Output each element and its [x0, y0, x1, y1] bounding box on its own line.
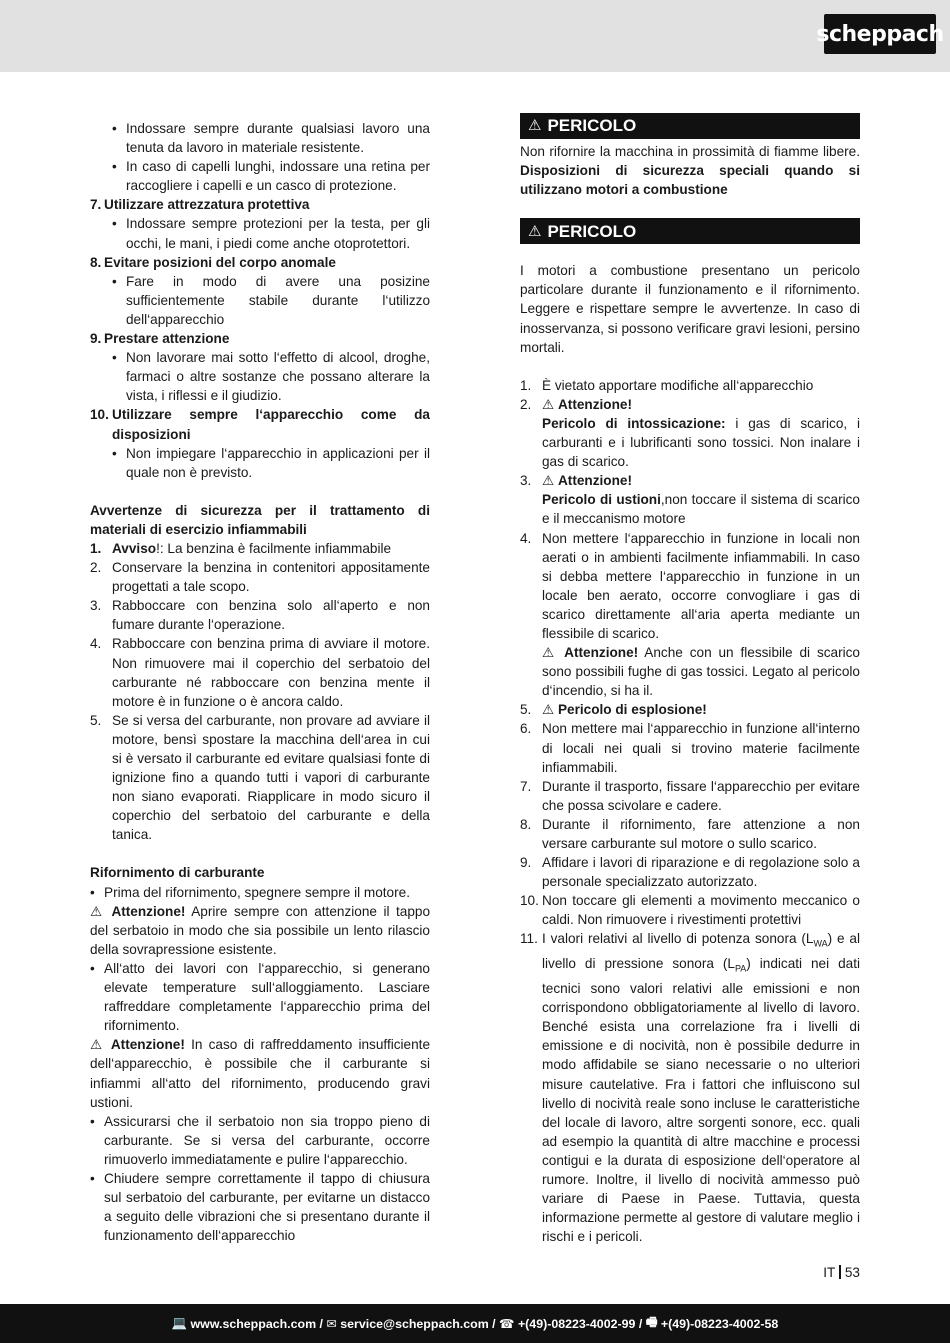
- section-heading-10: 10. Utilizzare sempre l‘apparecchio come da disposizioni: [90, 407, 430, 442]
- warning-icon: ⚠: [528, 117, 542, 135]
- refuel-section-heading: Rifornimento di carburante: [90, 865, 265, 881]
- fuel-section-heading: Avvertenze di sicurezza per il trattamento di materiali di esercizio infiammabili: [90, 502, 430, 537]
- page-number: IT 53: [823, 1265, 860, 1280]
- list-item: 4. Rabboccare con benzina prima di avviare il motore. Non rimuovere mai il coperchio del serbatoio del carburante né rabboccare con benzina mente il motore è in funzione o è ancora caldo.: [90, 636, 430, 709]
- list-item: 2. Conservare la benzina in contenitori appositamente progettati a tale scopo.: [90, 560, 430, 595]
- list-item: • In caso di capelli lunghi, indossare una retina per raccogliere i capelli e un casco di protezione.: [90, 157, 430, 195]
- list-item: • Chiudere sempre correttamente il tappo di chiusura sul serbatoio del carburante, per evitarne un distacco a seguito delle vibrazioni che si presentano durante il funzionamento dell‘apparecchio: [90, 1169, 430, 1245]
- list-item: 10. Non toccare gli elementi a movimento meccanico o caldi. Non rimuovere i rivestimenti protettivi: [520, 893, 860, 928]
- section-heading-8: 8. Evitare posizioni del corpo anomale: [90, 254, 336, 270]
- list-item: • Fare in modo di avere una posizine sufficientemente stabile durante l‘utilizzo dell‘apparecchio: [90, 272, 430, 329]
- mail-icon: ✉: [326, 1317, 337, 1331]
- list-item: 5. Se si versa del carburante, non provare ad avviare il motore, bensì spostare la macchina dell‘area in cui si è versato il carburante ed evitare qualsiasi fonte di ignizione fino a quando tutti i vapori di carburante non siano evaporati. Riapplicare in modo sicuro il coperchio del serbatoio del carburante e della tanica.: [90, 712, 430, 843]
- fax-icon: 🖷: [645, 1315, 658, 1329]
- warning-icon: ⚠: [542, 645, 558, 661]
- list-item: 5. ⚠ Pericolo di esplosione!: [520, 702, 707, 718]
- header-band: [0, 0, 950, 72]
- warning-icon: ⚠: [542, 702, 555, 718]
- warning-icon: ⚠: [542, 396, 555, 412]
- phone-icon: ☎: [499, 1317, 515, 1331]
- right-column: [520, 113, 860, 1246]
- list-item: • Assicurarsi che il serbatoio non sia troppo pieno di carburante. Se si versa del carburante, occorre rimuoverlo immediatamente e pulire l‘apparecchio.: [90, 1112, 430, 1169]
- danger-banner: ⚠ PERICOLO: [520, 218, 860, 244]
- list-item: • Prima del rifornimento, spegnere sempre il motore.: [90, 883, 430, 902]
- warning-paragraph: ⚠ Attenzione! Aprire sempre con attenzione il tappo del serbatoio in modo che sia possibile un lento rilascio della sovrapressione esistente.: [90, 903, 431, 957]
- section-heading-7: 7. Utilizzare attrezzatura protettiva: [90, 197, 310, 213]
- list-item: • Non impiegare l‘apparecchio in applicazioni per il quale non è previsto.: [90, 444, 430, 482]
- list-item: • Indossare sempre durante qualsiasi lavoro una tenuta da lavoro in materiale resistente.: [90, 119, 430, 157]
- fax-number: +(49)-08223-4002-58: [660, 1316, 779, 1331]
- warning-icon: ⚠: [528, 222, 542, 240]
- scheppach-logo: scheppach: [824, 14, 936, 54]
- list-item: 2. ⚠ Attenzione! Pericolo di intossicazione: i gas di scarico, i carburanti e i lubrificanti sono tossici. Non inalare i gas di scarico.: [520, 396, 860, 470]
- list-item: 7. Durante il trasporto, fissare l‘apparecchio per evitare che possa scivolare e cadere.: [520, 778, 860, 813]
- warning-icon: ⚠: [90, 903, 105, 919]
- warning-paragraph: ⚠ Attenzione! In caso di raffreddamento insufficiente dell‘apparecchio, è possibile che il carburante si infiammi all‘atto del rifornimento, producendo gravi ustioni.: [90, 1037, 431, 1110]
- list-item: 8. Durante il rifornimento, fare attenzione a non versare carburante sul motore o sullo scarico.: [520, 816, 860, 851]
- list-item: 3. Rabboccare con benzina solo all‘aperto e non fumare durante l‘operazione.: [90, 598, 430, 633]
- left-column: [90, 119, 430, 1245]
- footer-bar: 💻 www.scheppach.com / ✉ service@scheppach.com / ☎ +(49)-08223-4002-99 / 🖷 +(49)-08223-4002-58: [0, 1304, 950, 1343]
- danger-banner: ⚠ PERICOLO: [520, 113, 860, 139]
- list-item: 1. Avviso!: La benzina è facilmente infiammabile: [90, 540, 392, 556]
- danger-paragraph: Non rifornire la macchina in prossimità di fiamme libere. Disposizioni di sicurezza speciali quando si utilizzano motori a combustione: [520, 144, 860, 198]
- list-item: 4. Non mettere l‘apparecchio in funzione in locali non aerati o in ambienti facilmente infiammabili. In caso si debba mettere l‘apparecchio in funzione in un locale ben aerato, occorre convogliare i gas di scarico direttamente all‘aria aperta mediante un flessibile di scarico. ⚠ Attenzione! Anche con un flessibile di scarico sono possibili fughe di gas tossici. Legato al pericolo d‘incendio, si ha il.: [520, 530, 860, 699]
- email-link[interactable]: service@scheppach.com: [340, 1316, 489, 1331]
- computer-icon: 💻: [171, 1316, 188, 1330]
- list-item: • Indossare sempre protezioni per la testa, per gli occhi, le mani, i piedi come anche otoprotettori.: [90, 214, 430, 252]
- section-heading-9: 9. Prestare attenzione: [90, 331, 230, 347]
- website-link[interactable]: www.scheppach.com: [190, 1316, 317, 1331]
- list-item: 3. ⚠ Attenzione! Pericolo di ustioni,non toccare il sistema di scarico e il meccanismo motore: [520, 473, 860, 527]
- list-item: 1. È vietato apportare modifiche all‘apparecchio: [520, 377, 814, 393]
- list-item: • Non lavorare mai sotto l‘effetto di alcool, droghe, farmaci o altre sostanze che possano alterare la vista, i riflessi e il giudizio.: [90, 348, 430, 405]
- list-item: 6. Non mettere mai l‘apparecchio in funzione all‘interno di locali nei quali si trovino materie facilmente infiammabili.: [520, 721, 860, 775]
- list-item: 9. Affidare i lavori di riparazione e di regolazione solo a personale specializzato autorizzato.: [520, 855, 860, 890]
- phone-number: +(49)-08223-4002-99: [517, 1316, 636, 1331]
- danger-paragraph: I motori a combustione presentano un pericolo particolare durante il funzionamento e il rifornimento. Leggere e rispettare sempre le avvertenze. In caso di inosservanza, si possono verificare gravi lesioni, persino mortali.: [520, 263, 860, 355]
- warning-icon: ⚠: [542, 473, 555, 489]
- list-item: 11. I valori relativi al livello di potenza sonora $(L_{WA})$ e al livello di pressione sonora $(L_{PA})$ indicati nei dati tecnici sono valori relativi alle emissioni e non corrispondono obbligatoriamente al livello di lavoro. Benché esista una correlazione fra i livelli di emissione e di nocività, non è possibile dedurre in modo affidabile se siano necessarie o no ulteriori misure cautelative. Fra i fattori che influiscono sul livello di nocività reale sono incluse le caratteristiche del locale di lavoro, altre sorgenti sonore, ecc. quali ad esempio la quantità di altre macchine e processi contigui e la durata di esposizione dell‘operatore al rumore. Inoltre, il livello di nocività ammesso può variare di Paese in Paese. Tuttavia, questa informazione permette al gestore di valutare meglio i rischi e i pericoli.: [520, 931, 860, 1245]
- list-item: • All‘atto dei lavori con l‘apparecchio, si generano elevate temperature sull‘alloggiamento. Lasciare raffreddare completamente l‘apparecchio prima del rifornimento.: [90, 959, 430, 1035]
- warning-icon: ⚠: [90, 1037, 105, 1053]
